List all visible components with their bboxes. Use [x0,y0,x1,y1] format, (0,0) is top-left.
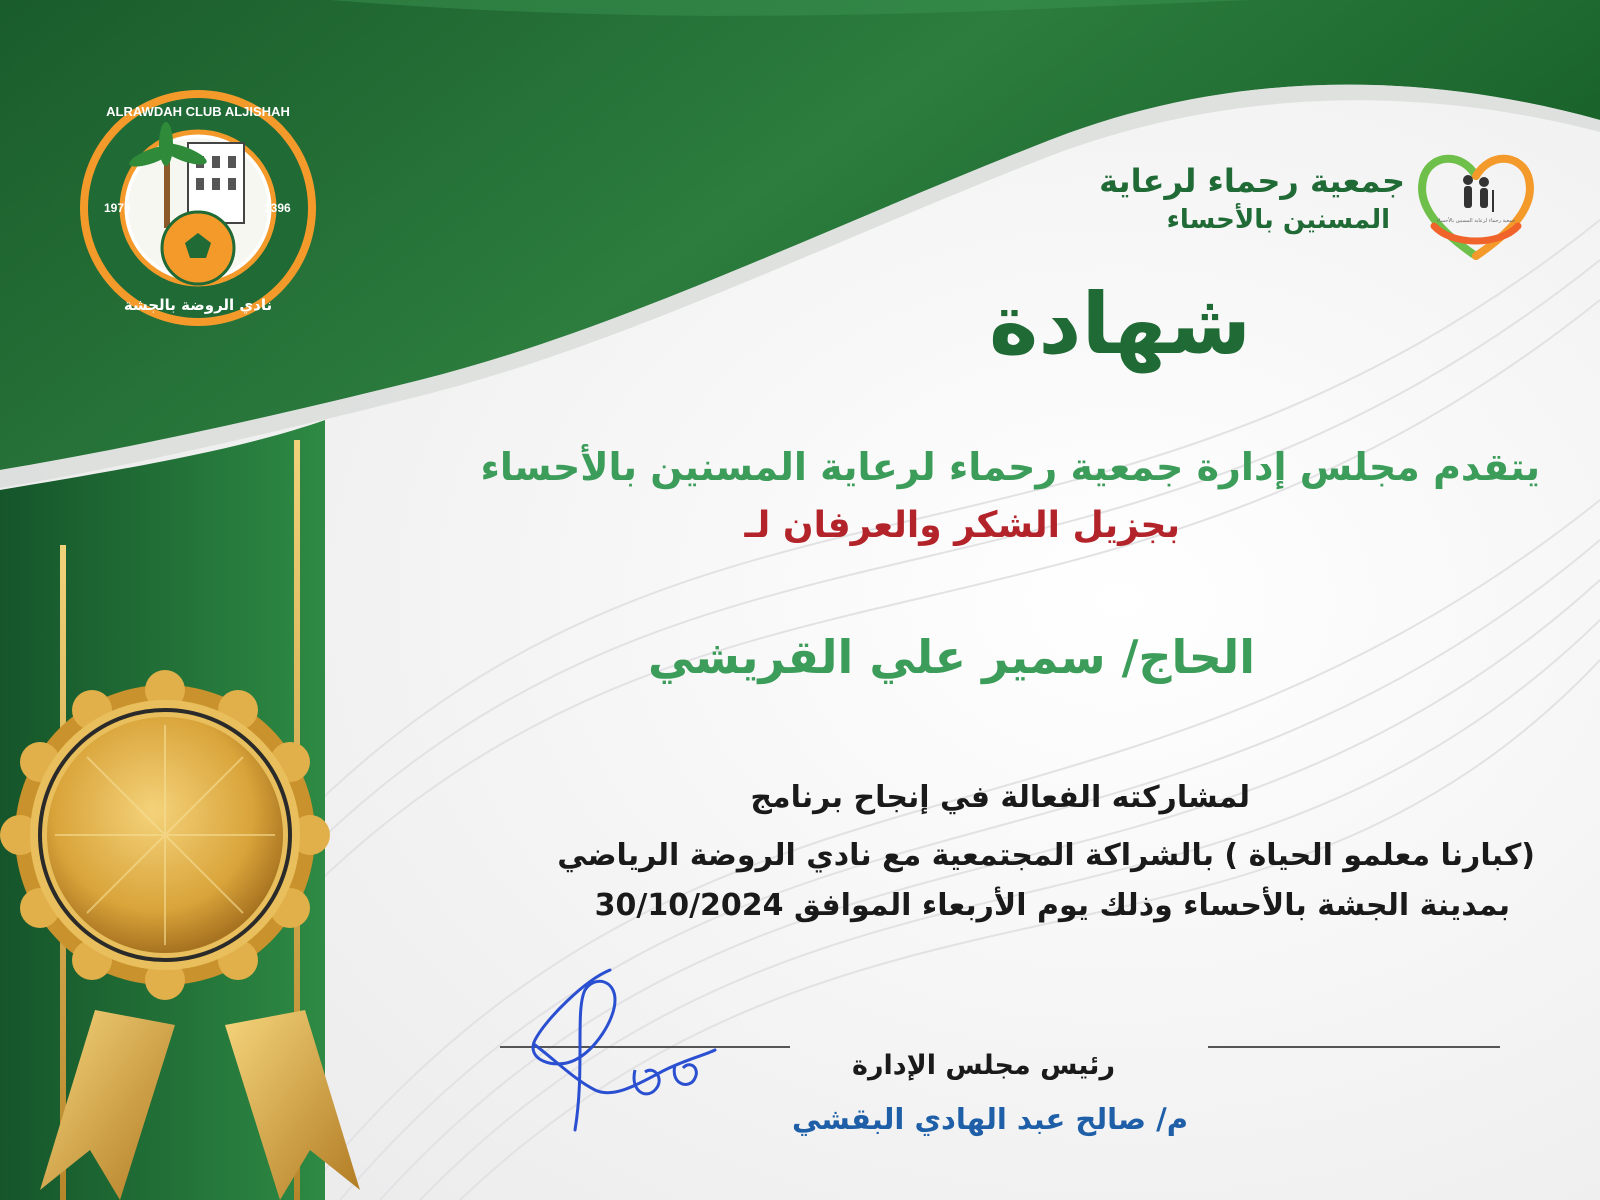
signatory-name: م/ صالح عبد الهادي البقشي [791,1102,1189,1136]
certificate-title: شهادة [988,275,1252,373]
presenter-line: يتقدم مجلس إدارة جمعية رحماء لرعاية المسنين بالأحساء [480,445,1540,489]
recipient-name: الحاج/ سمير علي القريشي [647,630,1255,684]
club-ring-text-bottom: نادي الروضة بالجشة [123,296,273,314]
club-year-right: 1396 [264,201,291,215]
organization-name-line2: المسنين بالأحساء [1166,205,1390,235]
signatory-role: رئيس مجلس الإدارة [852,1050,1115,1081]
body-line-1: لمشاركته الفعالة في إنجاح برنامج [750,780,1250,815]
thanks-line: بجزيل الشكر والعرفان لـ [744,505,1180,546]
handwritten-signature [515,960,745,1135]
organization-logo-caption: جمعية رحماء لرعاية المسنين بالأحساء [1436,218,1516,224]
organization-name-line1: جمعية رحماء لرعاية [1099,162,1405,200]
body-line-3: بمدينة الجشة بالأحساء وذلك يوم الأربعاء الموافق 30/10/2024 [594,888,1510,923]
organization-logo [1412,146,1540,264]
club-ring-text-top: ALRAWDAH CLUB ALJISHAH [106,104,290,119]
signature-line-right [1208,1046,1500,1048]
gold-seal-icon [0,630,400,1200]
club-year-left: 1976 [104,201,131,215]
body-line-2: (كبارنا معلمو الحياة ) بالشراكة المجتمعية مع نادي الروضة الرياضي [557,838,1535,873]
